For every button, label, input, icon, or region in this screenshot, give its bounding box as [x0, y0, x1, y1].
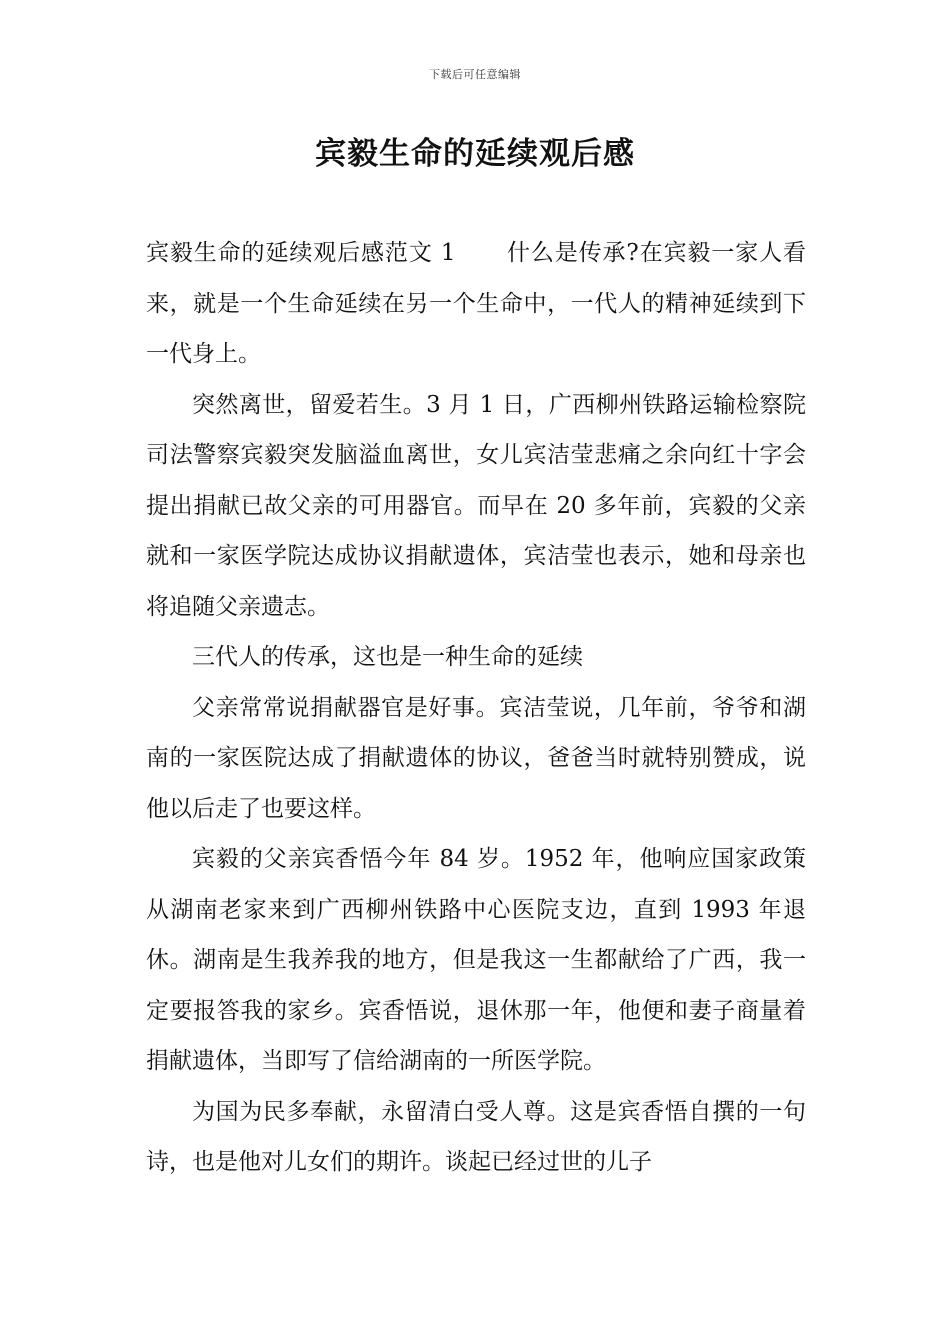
document-title: 宾毅生命的延续观后感: [315, 136, 635, 172]
lead-label: 宾毅生命的延续观后感范文 1: [146, 240, 456, 266]
paragraph-6: 为国为民多奉献，永留清白受人尊。这是宾香悟自撰的一句诗，也是他对儿女们的期许。谈起已经过世的儿子: [146, 1098, 806, 1175]
paragraph-1-text: 什么是传承?在宾毅一家人看来，就是一个生命延续在另一个生命中，一代人的精神延续到下一代身上。: [146, 240, 806, 367]
header-note: 下载后可任意编辑: [429, 68, 521, 81]
paragraph-2: 突然离世，留爱若生。3 月 1 日，广西柳州铁路运输检察院司法警察宾毅突发脑溢血离世，女儿宾洁莹悲痛之余向红十字会提出捐献已故父亲的可用器官。而早在 20 多年前，宾毅的父亲就和一家医学院达成协议捐献遗体，宾洁莹也表示，她和母亲也将追随父亲遗志。: [146, 391, 806, 620]
paragraph-4: 父亲常常说捐献器官是好事。宾洁莹说，几年前，爷爷和湖南的一家医院达成了捐献遗体的协议，爸爸当时就特别赞成，说他以后走了也要这样。: [146, 694, 806, 822]
document-body: [146, 228, 806, 1188]
paragraph-5: 宾毅的父亲宾香悟今年 84 岁。1952 年，他响应国家政策从湖南老家来到广西柳州铁路中心医院支边，直到 1993 年退休。湖南是生我养我的地方，但是我这一生都献给了广西，我一定要报答我的家乡。宾香悟说，退休那一年，他便和妻子商量着捐献遗体，当即写了信给湖南的一所医学院。: [146, 846, 806, 1074]
paragraph-1: [146, 228, 806, 380]
paragraph-3: 三代人的传承，这也是一种生命的延续: [192, 644, 583, 670]
